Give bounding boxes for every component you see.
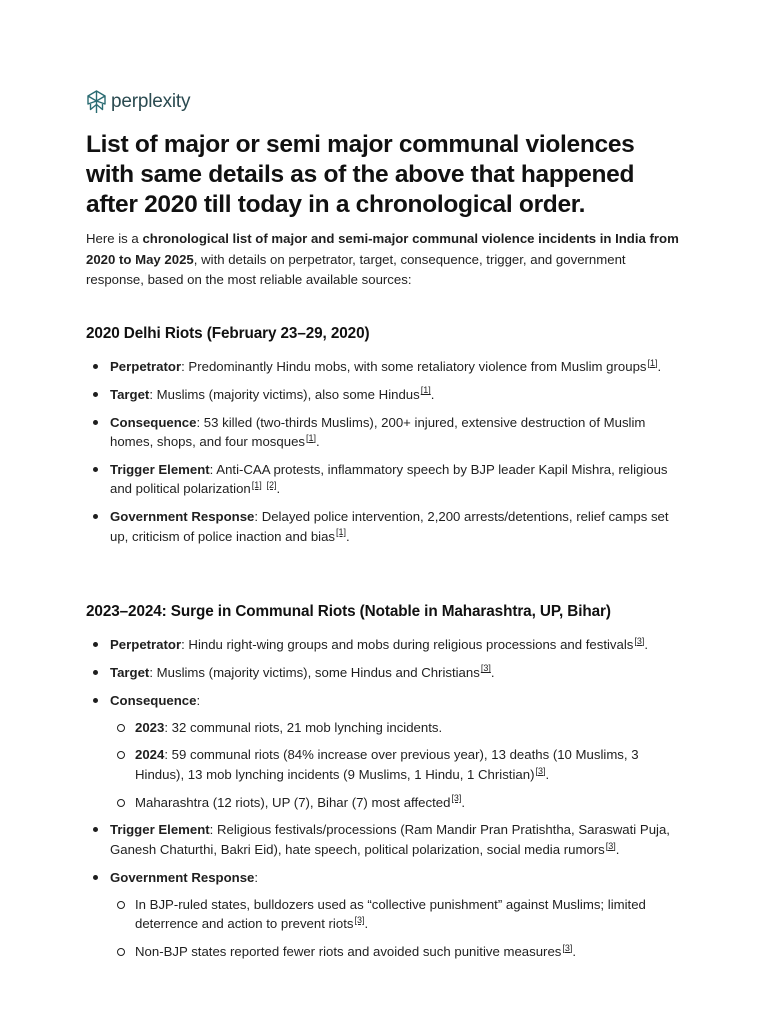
item-text: : Delayed police intervention, 2,200 arrests/detentions, relief camps set up, criticism of police inaction and bias xyxy=(110,509,669,544)
item-label: Trigger Element xyxy=(110,461,210,477)
item-colon: : xyxy=(196,692,201,708)
sub-item-text: Maharashtra (12 riots), UP (7), Bihar (7) most affected xyxy=(135,794,451,810)
list-item: Perpetrator: Predominantly Hindu mobs, with some retaliatory violence from Muslim groups[1]. xyxy=(86,357,686,377)
citation-link[interactable]: [1] xyxy=(336,527,347,538)
item-text: : Predominantly Hindu mobs, with some retaliatory violence from Muslim groups xyxy=(181,359,647,374)
item-text: : 53 killed (two-thirds Muslims), 200+ injured, extensive destruction of Muslim homes, shops, and four mosques xyxy=(110,414,646,450)
sub-list-consequence xyxy=(110,718,686,813)
citation-link[interactable]: [3] xyxy=(451,793,462,804)
sub-list-item: Maharashtra (12 riots), UP (7), Bihar (7) most affected[3]. xyxy=(110,793,686,813)
item-label: Consequence xyxy=(110,414,197,430)
list-item: Target: Muslims (majority victims), some Hindus and Christians[3]. xyxy=(86,663,686,683)
item-label: Government Response xyxy=(110,509,255,525)
item-text: : Hindu right-wing groups and mobs during religious processions and festivals xyxy=(181,637,634,652)
list-item xyxy=(86,691,686,813)
intro-pre: Here is a xyxy=(86,231,143,246)
item-label: Trigger Element xyxy=(110,822,210,838)
citation-link[interactable]: [1] xyxy=(306,432,317,443)
intro-bold: chronological list of major and semi-major communal violence incidents in India from 2020 to May 2025 xyxy=(86,231,679,267)
list-item: Government Response: Delayed police intervention, 2,200 arrests/detentions, relief camps set up, criticism of police inaction and bias[1]. xyxy=(86,507,686,546)
item-text: : Muslims (majority victims), also some Hindus xyxy=(149,386,420,402)
item-colon: : xyxy=(254,869,259,885)
list-item: Target: Muslims (majority victims), also some Hindus[1]. xyxy=(86,385,686,405)
section-heading-2020-delhi-riots: 2020 Delhi Riots (February 23–29, 2020) xyxy=(86,325,370,342)
sub-item-text: : 32 communal riots, 21 mob lynching incidents. xyxy=(164,719,443,735)
sub-list-item xyxy=(110,718,686,738)
sub-item-text: In BJP-ruled states, bulldozers used as “collective punishment” against Muslims; limited deterrence and action to prevent riots xyxy=(135,896,646,932)
list-item: Perpetrator: Hindu right-wing groups and mobs during religious processions and festivals[3]. xyxy=(86,635,686,655)
citation-link[interactable]: [3] xyxy=(354,914,365,925)
item-label: Target xyxy=(110,386,150,402)
citation-link[interactable]: [3] xyxy=(605,840,616,851)
intro-paragraph xyxy=(86,229,686,291)
brand xyxy=(86,90,190,114)
citation-link[interactable]: [1] xyxy=(420,385,431,396)
item-label: Perpetrator xyxy=(110,359,182,374)
citation-link[interactable]: [2] xyxy=(266,480,277,490)
list-item: Trigger Element: Anti-CAA protests, inflammatory speech by BJP leader Kapil Mishra, religious and political polarization[1] [2]. xyxy=(86,460,686,499)
list-item xyxy=(86,868,686,962)
citation-link[interactable]: [3] xyxy=(634,635,645,646)
citation-link[interactable]: [3] xyxy=(562,942,573,953)
item-label: Consequence xyxy=(110,692,197,708)
list-item: Consequence: 53 killed (two-thirds Muslims), 200+ injured, extensive destruction of Muslim homes, shops, and four mosques[1]. xyxy=(86,413,686,452)
perplexity-logo-icon xyxy=(86,90,107,114)
item-text: : Religious festivals/processions (Ram Mandir Pran Pratishtha, Saraswati Puja, Ganesh Chaturthi, Bakri Eid), hate speech, political polarization, social media rumors xyxy=(110,822,670,857)
list-item: Trigger Element: Religious festivals/processions (Ram Mandir Pran Pratishtha, Saraswati Puja, Ganesh Chaturthi, Bakri Eid), hate speech, political polarization, social media rumors[3]. xyxy=(86,820,686,859)
sub-item-text: Non-BJP states reported fewer riots and avoided such punitive measures xyxy=(135,944,562,960)
item-text: : Anti-CAA protests, inflammatory speech by BJP leader Kapil Mishra, religious and political polarization xyxy=(110,461,668,497)
citation-link[interactable]: [1] xyxy=(647,357,658,368)
section-heading-2023-2024-riots: 2023–2024: Surge in Communal Riots (Notable in Maharashtra, UP, Bihar) xyxy=(86,603,611,620)
item-text: : Muslims (majority victims), some Hindus and Christians xyxy=(149,664,480,680)
section-list-2020 xyxy=(86,357,686,554)
citation-link[interactable]: [3] xyxy=(480,663,491,674)
citation-link[interactable]: [3] xyxy=(535,765,546,776)
citation-link[interactable]: [1] xyxy=(251,480,262,490)
item-label: Target xyxy=(110,664,150,680)
sub-item-year: 2023 xyxy=(135,719,165,735)
page-title: List of major or semi major communal violences with same details as of the above that happened after 2020 till today in a chronological order. xyxy=(86,131,635,218)
sub-item-text: : 59 communal riots (84% increase over previous year), 13 deaths (10 Muslims, 3 Hindus), 13 mob lynching incidents (9 Muslims, 1 Hindu, 1 Christian) xyxy=(135,747,639,782)
sub-list-item: Non-BJP states reported fewer riots and avoided such punitive measures[3]. xyxy=(110,942,686,962)
sub-list-item: 2024: 59 communal riots (84% increase over previous year), 13 deaths (10 Muslims, 3 Hindus), 13 mob lynching incidents (9 Muslims, 1 Hindu, 1 Christian)[3]. xyxy=(110,745,686,784)
sub-item-year: 2024 xyxy=(135,747,165,763)
brand-name: perplexity xyxy=(111,91,191,112)
sub-list-item: In BJP-ruled states, bulldozers used as “collective punishment” against Muslims; limited deterrence and action to prevent riots[3]. xyxy=(110,895,686,934)
sub-list-government xyxy=(110,895,686,962)
item-label: Government Response xyxy=(110,869,255,885)
section-list-2023-2024 xyxy=(86,635,686,970)
item-label: Perpetrator xyxy=(110,637,182,652)
intro-post: , with details on perpetrator, target, consequence, trigger, and government response, based on the most reliable available sources: xyxy=(86,251,626,287)
